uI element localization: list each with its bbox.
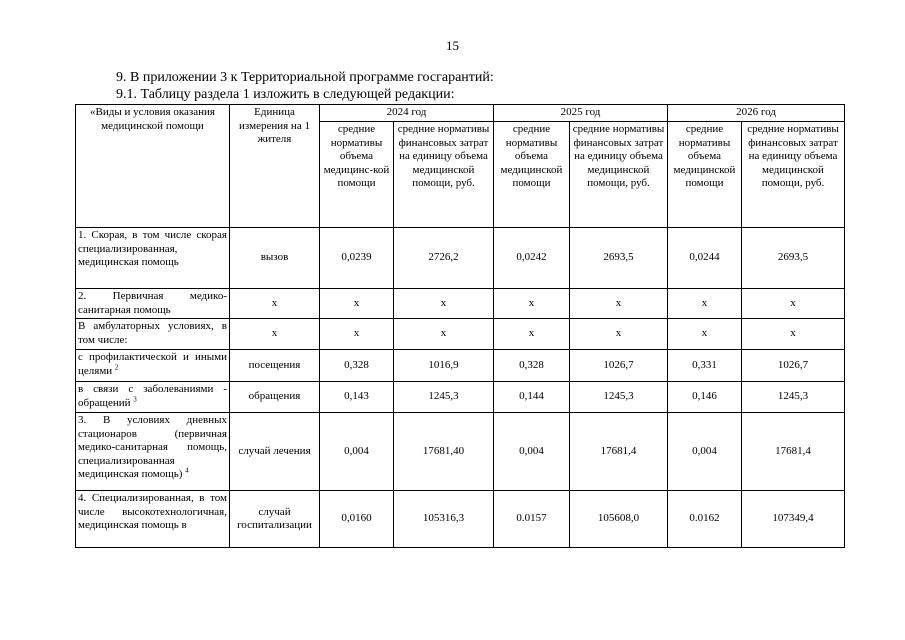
row-label: в связи с заболеваниями - обращений $^3$	[76, 382, 230, 413]
norms-table	[75, 104, 845, 548]
subheader-cost: средние нормативы финансовых затрат на единицу объема медицинской помощи, руб.	[394, 122, 494, 228]
row-value: х	[742, 289, 845, 319]
row-value: х	[668, 319, 742, 350]
table-row	[76, 319, 845, 350]
row-value: х	[320, 319, 394, 350]
row-unit: случай лечения	[230, 413, 320, 491]
row-value: х	[668, 289, 742, 319]
subheader-cost: средние нормативы финансовых затрат на единицу объема медицинской помощи, руб.	[570, 122, 668, 228]
row-label: 1. Скорая, в том числе скорая специализированная, медицинская помощь	[76, 228, 230, 289]
header-kind: «Виды и условия оказания медицинской помощи	[76, 105, 230, 228]
row-value: 0,331	[668, 350, 742, 382]
row-value: 1245,3	[394, 382, 494, 413]
row-label: 4. Специализированная, в том числе высокотехнологичная, медицинская помощь в	[76, 491, 230, 548]
row-value: 2693,5	[742, 228, 845, 289]
table-row	[76, 413, 845, 491]
row-label: с профилактической и иными целями $^2$	[76, 350, 230, 382]
header-year: 2024 год	[320, 105, 494, 122]
table-row	[76, 350, 845, 382]
row-value: 0,004	[668, 413, 742, 491]
table-row	[76, 228, 845, 289]
row-unit: случай госпитализации	[230, 491, 320, 548]
section-heading: 9. В приложении 3 к Территориальной программе госгарантий:	[116, 70, 494, 85]
header-year: 2025 год	[494, 105, 668, 122]
row-value: 0,143	[320, 382, 394, 413]
row-value: 0.0162	[668, 491, 742, 548]
row-unit: обращения	[230, 382, 320, 413]
row-value: х	[494, 289, 570, 319]
subheader-volume: средние нормативы объема медицинской помощи	[494, 122, 570, 228]
table-body	[76, 228, 845, 548]
row-label: В амбулаторных условиях, в том числе:	[76, 319, 230, 350]
row-value: 0,328	[494, 350, 570, 382]
row-value: 0.0157	[494, 491, 570, 548]
row-value: 1026,7	[742, 350, 845, 382]
row-value: 0,144	[494, 382, 570, 413]
row-value: 0,0244	[668, 228, 742, 289]
row-value: 17681,40	[394, 413, 494, 491]
subheader-volume: средние нормативы объема медицинс-кой помощи	[320, 122, 394, 228]
header-unit: Единица измерения на 1 жителя	[230, 105, 320, 228]
row-value: 1245,3	[742, 382, 845, 413]
footnote-mark: 2	[114, 362, 119, 371]
row-value: 0,328	[320, 350, 394, 382]
row-unit: вызов	[230, 228, 320, 289]
table-row	[76, 382, 845, 413]
row-label: 2. Первичная медико-санитарная помощь	[76, 289, 230, 319]
footnote-mark: 4	[185, 466, 189, 475]
row-value: 105608,0	[570, 491, 668, 548]
table-row	[76, 491, 845, 548]
row-value: х	[394, 289, 494, 319]
row-value: 1026,7	[570, 350, 668, 382]
row-value: 17681,4	[742, 413, 845, 491]
page-number: 15	[446, 38, 459, 53]
row-value: 0,004	[320, 413, 394, 491]
subheader-volume: средние нормативы объема медицинской помощи	[668, 122, 742, 228]
subheader-cost: средние нормативы финансовых затрат на единицу объема медицинской помощи, руб.	[742, 122, 845, 228]
row-unit: посещения	[230, 350, 320, 382]
footnote-mark: 3	[133, 394, 137, 403]
row-value: 0,0242	[494, 228, 570, 289]
row-label: 3. В условиях дневных стационаров (первичная медико-санитарная помощь, специализированная медицинская помощь) $^4$	[76, 413, 230, 491]
row-value: х	[570, 289, 668, 319]
row-value: 2726,2	[394, 228, 494, 289]
table-row	[76, 289, 845, 319]
row-value: х	[320, 289, 394, 319]
row-value: 2693,5	[570, 228, 668, 289]
row-value: х	[394, 319, 494, 350]
row-value: 0,0239	[320, 228, 394, 289]
row-value: х	[570, 319, 668, 350]
row-value: 0,004	[494, 413, 570, 491]
row-unit: х	[230, 319, 320, 350]
row-value: 1245,3	[570, 382, 668, 413]
row-value: х	[742, 319, 845, 350]
row-value: 17681,4	[570, 413, 668, 491]
row-value: 107349,4	[742, 491, 845, 548]
row-value: 105316,3	[394, 491, 494, 548]
row-value: 1016,9	[394, 350, 494, 382]
row-unit: х	[230, 289, 320, 319]
row-value: 0,0160	[320, 491, 394, 548]
subsection-heading: 9.1. Таблицу раздела 1 изложить в следующей редакции:	[116, 87, 455, 102]
header-year: 2026 год	[668, 105, 845, 122]
row-value: х	[494, 319, 570, 350]
row-value: 0,146	[668, 382, 742, 413]
